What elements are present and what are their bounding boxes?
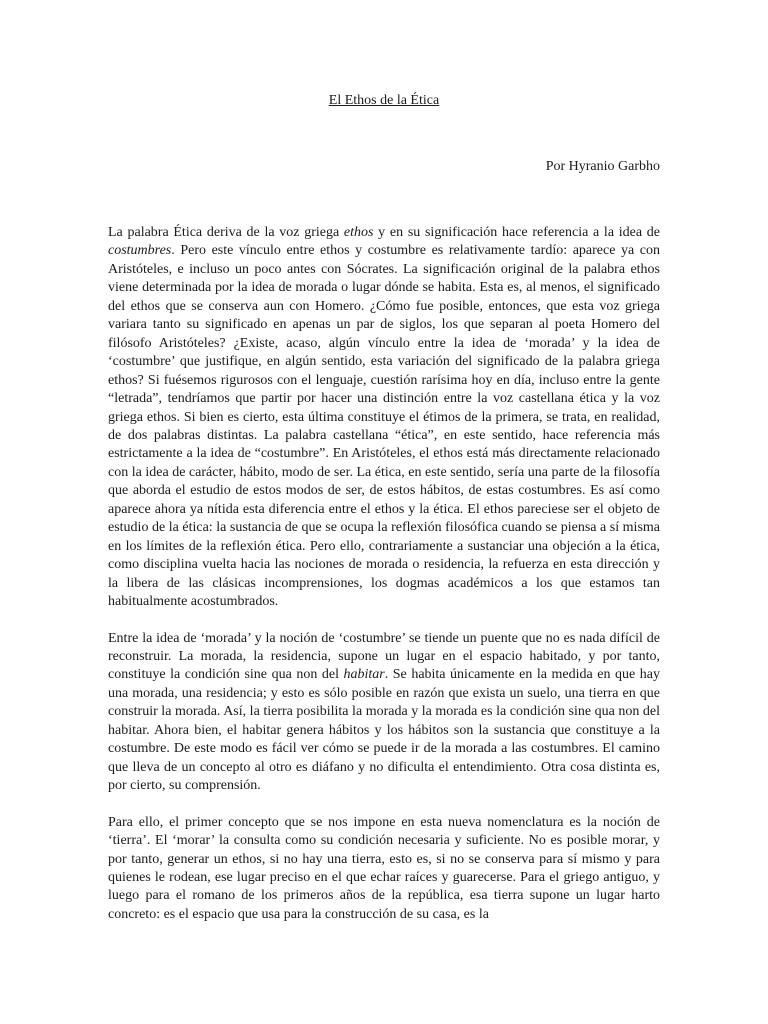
paragraph-text: y en su significación hace referencia a la idea de	[373, 225, 660, 240]
italic-term: costumbres	[108, 243, 172, 259]
italic-term: habitar	[343, 667, 385, 683]
paragraph-2	[108, 630, 660, 796]
paragraph-1	[108, 224, 660, 612]
paragraph-3	[108, 814, 660, 925]
document-author: Por Hyranio Garbho	[545, 159, 660, 174]
paragraph-text: La palabra Ética deriva de la voz griega	[108, 225, 344, 240]
document-body	[108, 224, 660, 942]
paragraph-text: Para ello, el primer concepto que se nos impone en esta nueva nomenclatura es la noción de ‘tierra’. El ‘morar’ la consulta como su condición necesaria y suficiente. No es posible morar, y por tanto, generar un ethos, si no hay una tierra, esto es, si no se conserva para sí mismo y para quienes le rodean, ese lugar preciso en el que echar raíces y guarecerse. Para el griego antiguo, y luego para el romano de los primeros años de la república, esa tierra supone un lugar harto concreto: es el espacio que usa para la construcción de su casa, es la	[108, 814, 660, 922]
document-title: El Ethos de la Ética	[328, 93, 440, 108]
paragraph-text: . Pero este vínculo entre ethos y costumbre es relativamente tardío: aparece ya con Aristóteles, e incluso un poco antes con Sócrates. La significación original de la palabra ethos viene determinada por la idea de morada o lugar dónde se habita. Esta es, al menos, el significado del ethos que se conserva aun con Homero. ¿Cómo fue posible, entonces, que esta voz griega variara tanto su significado en apenas un par de siglos, los que separan al poeta Homero del filósofo Aristóteles? ¿Existe, acaso, algún vínculo entre la idea de ‘morada’ y la idea de ‘costumbre’ que justifique, en algún sentido, esta variación del significado de la palabra griega ethos? Si fuésemos rigurosos con el lenguaje, cuestión rarísima hoy en día, incluso entre la gente “letrada”, tendríamos que partir por hacer una distinción entre la voz castellana ética y la voz griega ethos. Si bien es cierto, esta última constituye el étimos de la primera, se trata, en realidad, de dos palabras distintas. La palabra castellana “ética”, en este sentido, hace referencia más estrictamente a la idea de “costumbre”. En Aristóteles, el ethos está más directamente relacionado con la idea de carácter, hábito, modo de ser. La ética, en este sentido, sería una parte de la filosofía que aborda el estudio de estos modos de ser, de estos hábitos, de estas costumbres. Es así como aparece ahora ya nítida esta diferencia entre el ethos y la ética. El ethos pareciese ser el objeto de estudio de la ética: la sustancia de que se ocupa la reflexión filosófica cuando se piensa a sí misma en los límites de la reflexión ética. Pero ello, contrariamente a sustanciar una objeción a la ética, como disciplina vuelta hacia las nociones de morada o residencia, la refuerza en esta dirección y la libera de las clásicas incomprensiones, los dogmas académicos a los que estamos tan habitualmente acostumbrados.	[108, 243, 660, 610]
italic-term: ethos	[343, 225, 374, 240]
paragraph-text: . Se habita únicamente en la medida en que hay una morada, una residencia; y esto es sólo posible en razón que exista un suelo, una tierra en que construir la morada. Así, la tierra posibilita la morada y la morada es la condición sine qua non del habitar. Ahora bien, el habitar genera hábitos y los hábitos son la sustancia que constituye a la costumbre. De este modo es fácil ver cómo se puede ir de la morada a las costumbres. El camino que lleva de un concepto al otro es diáfano y no dificulta el entendimiento. Otra cosa distinta es, por cierto, su comprensión.	[108, 667, 660, 794]
paragraph-text: Entre la idea de ‘morada’ y la noción de ‘costumbre’ se tiende un puente que no es nada difícil de reconstruir. La morada, la residencia, supone un lugar en el espacio habitado, y por tanto, constituye la condición sine qua non del	[108, 630, 660, 683]
